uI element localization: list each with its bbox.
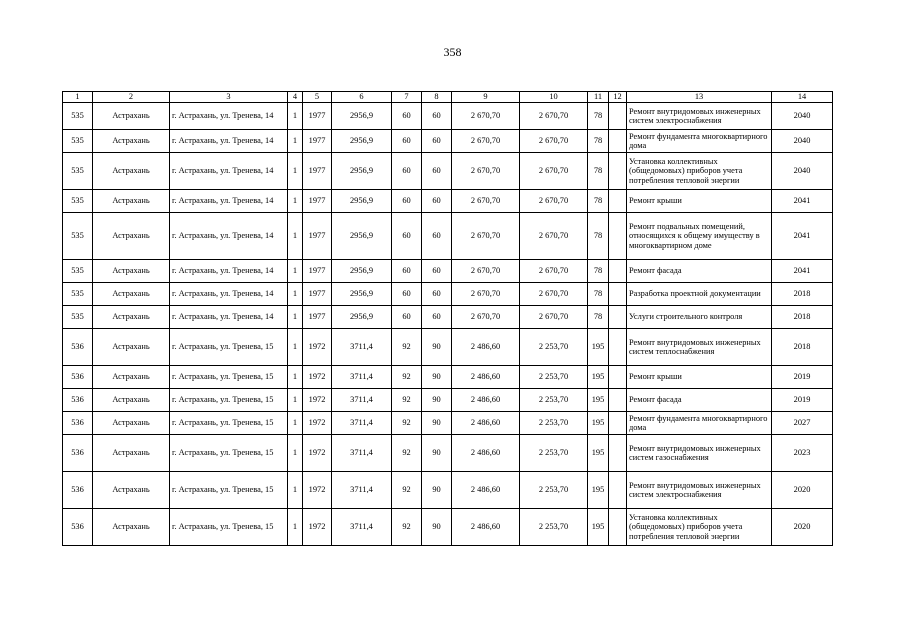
cell-work-type: Установка коллективных (общедомовых) приборов учета потребления тепловой энергии — [627, 153, 772, 190]
cell-total-cost: 2 670,70 — [452, 153, 520, 190]
cell-work-type: Ремонт фасада — [627, 260, 772, 283]
column-number-row — [63, 92, 833, 103]
cell-residents: 78 — [588, 103, 609, 130]
cell-residents: 195 — [588, 472, 609, 509]
cell-address: г. Астрахань, ул. Тренева, 14 — [170, 260, 288, 283]
page-number: 358 — [443, 45, 462, 59]
cell-residents: 195 — [588, 412, 609, 435]
cell-cost-per-unit: 2 253,70 — [520, 366, 588, 389]
cell-apartment-count: 60 — [392, 130, 422, 153]
cell-cost-per-unit: 2 670,70 — [520, 283, 588, 306]
cell-work-type: Ремонт фундамента многоквартирного дома — [627, 130, 772, 153]
cell-residential-count: 60 — [422, 306, 452, 329]
cell-cost-per-unit: 2 253,70 — [520, 389, 588, 412]
cell-total-cost: 2 670,70 — [452, 283, 520, 306]
cell-year-built: 1972 — [303, 412, 332, 435]
column-header-10: 10 — [520, 92, 588, 103]
cell-work-type: Ремонт фундамента многоквартирного дома — [627, 412, 772, 435]
cell-year-built: 1972 — [303, 472, 332, 509]
cell-city: Астрахань — [93, 329, 170, 366]
cell-residential-count: 90 — [422, 366, 452, 389]
cell-city: Астрахань — [93, 509, 170, 546]
cell-address: г. Астрахань, ул. Тренева, 14 — [170, 283, 288, 306]
cell-residential-count: 60 — [422, 260, 452, 283]
cell-apartment-count: 92 — [392, 366, 422, 389]
cell-year-built: 1972 — [303, 366, 332, 389]
cell-planned-year: 2040 — [772, 153, 833, 190]
cell-column-12 — [609, 306, 627, 329]
table-row — [63, 329, 833, 366]
cell-work-type: Ремонт внутридомовых инженерных систем теплоснабжения — [627, 329, 772, 366]
cell-entrance-count: 1 — [288, 130, 303, 153]
cell-planned-year: 2020 — [772, 472, 833, 509]
cell-residents: 195 — [588, 329, 609, 366]
column-header-4: 4 — [288, 92, 303, 103]
cell-entrance-count: 1 — [288, 190, 303, 213]
cell-total-area: 2956,9 — [332, 213, 392, 260]
cell-total-area: 3711,4 — [332, 412, 392, 435]
cell-total-cost: 2 486,60 — [452, 389, 520, 412]
cell-residential-count: 90 — [422, 389, 452, 412]
cell-apartment-count: 60 — [392, 260, 422, 283]
cell-cost-per-unit: 2 253,70 — [520, 435, 588, 472]
cell-record-number: 536 — [63, 509, 93, 546]
cell-planned-year: 2018 — [772, 329, 833, 366]
cell-residents: 78 — [588, 190, 609, 213]
column-header-1: 1 — [63, 92, 93, 103]
cell-apartment-count: 92 — [392, 329, 422, 366]
cell-entrance-count: 1 — [288, 329, 303, 366]
cell-address: г. Астрахань, ул. Тренева, 15 — [170, 472, 288, 509]
cell-entrance-count: 1 — [288, 366, 303, 389]
cell-work-type: Разработка проектной документации — [627, 283, 772, 306]
cell-apartment-count: 60 — [392, 283, 422, 306]
cell-residential-count: 90 — [422, 329, 452, 366]
table-row — [63, 412, 833, 435]
cell-planned-year: 2041 — [772, 213, 833, 260]
cell-cost-per-unit: 2 670,70 — [520, 306, 588, 329]
cell-cost-per-unit: 2 253,70 — [520, 412, 588, 435]
cell-record-number: 536 — [63, 389, 93, 412]
table-row — [63, 213, 833, 260]
cell-address: г. Астрахань, ул. Тренева, 15 — [170, 412, 288, 435]
cell-column-12 — [609, 213, 627, 260]
cell-residential-count: 60 — [422, 283, 452, 306]
cell-planned-year: 2040 — [772, 103, 833, 130]
cell-column-12 — [609, 412, 627, 435]
cell-cost-per-unit: 2 670,70 — [520, 190, 588, 213]
cell-year-built: 1972 — [303, 435, 332, 472]
cell-column-12 — [609, 366, 627, 389]
cell-column-12 — [609, 472, 627, 509]
cell-total-area: 2956,9 — [332, 103, 392, 130]
cell-address: г. Астрахань, ул. Тренева, 14 — [170, 130, 288, 153]
cell-year-built: 1972 — [303, 329, 332, 366]
cell-total-cost: 2 670,70 — [452, 260, 520, 283]
cell-planned-year: 2027 — [772, 412, 833, 435]
table-row — [63, 306, 833, 329]
cell-residential-count: 60 — [422, 103, 452, 130]
cell-address: г. Астрахань, ул. Тренева, 14 — [170, 306, 288, 329]
cell-residential-count: 90 — [422, 509, 452, 546]
cell-city: Астрахань — [93, 389, 170, 412]
cell-year-built: 1977 — [303, 190, 332, 213]
cell-cost-per-unit: 2 670,70 — [520, 103, 588, 130]
cell-city: Астрахань — [93, 306, 170, 329]
cell-apartment-count: 60 — [392, 306, 422, 329]
cell-address: г. Астрахань, ул. Тренева, 14 — [170, 153, 288, 190]
cell-planned-year: 2020 — [772, 509, 833, 546]
table-row — [63, 103, 833, 130]
cell-apartment-count: 92 — [392, 435, 422, 472]
cell-residents: 195 — [588, 435, 609, 472]
cell-address: г. Астрахань, ул. Тренева, 15 — [170, 389, 288, 412]
cell-address: г. Астрахань, ул. Тренева, 14 — [170, 190, 288, 213]
cell-residents: 195 — [588, 389, 609, 412]
cell-entrance-count: 1 — [288, 435, 303, 472]
table-row — [63, 435, 833, 472]
cell-column-12 — [609, 103, 627, 130]
cell-work-type: Ремонт крыши — [627, 366, 772, 389]
cell-apartment-count: 92 — [392, 412, 422, 435]
cell-record-number: 535 — [63, 260, 93, 283]
cell-entrance-count: 1 — [288, 260, 303, 283]
table-row — [63, 472, 833, 509]
table-row — [63, 130, 833, 153]
cell-record-number: 535 — [63, 283, 93, 306]
cell-column-12 — [609, 130, 627, 153]
cell-city: Астрахань — [93, 260, 170, 283]
cell-entrance-count: 1 — [288, 213, 303, 260]
cell-year-built: 1977 — [303, 213, 332, 260]
cell-entrance-count: 1 — [288, 472, 303, 509]
cell-planned-year: 2041 — [772, 260, 833, 283]
cell-residents: 78 — [588, 213, 609, 260]
column-header-7: 7 — [392, 92, 422, 103]
cell-planned-year: 2018 — [772, 283, 833, 306]
cell-total-area: 2956,9 — [332, 306, 392, 329]
table-row — [63, 389, 833, 412]
cell-residential-count: 90 — [422, 472, 452, 509]
cell-record-number: 535 — [63, 130, 93, 153]
cell-apartment-count: 92 — [392, 472, 422, 509]
cell-entrance-count: 1 — [288, 389, 303, 412]
cell-planned-year: 2019 — [772, 366, 833, 389]
cell-city: Астрахань — [93, 366, 170, 389]
table-row — [63, 509, 833, 546]
cell-cost-per-unit: 2 253,70 — [520, 472, 588, 509]
column-header-14: 14 — [772, 92, 833, 103]
cell-residential-count: 60 — [422, 190, 452, 213]
cell-city: Астрахань — [93, 130, 170, 153]
cell-work-type: Ремонт фасада — [627, 389, 772, 412]
cell-column-12 — [609, 435, 627, 472]
cell-total-area: 3711,4 — [332, 389, 392, 412]
cell-cost-per-unit: 2 253,70 — [520, 509, 588, 546]
cell-year-built: 1977 — [303, 130, 332, 153]
cell-planned-year: 2040 — [772, 130, 833, 153]
cell-total-area: 2956,9 — [332, 260, 392, 283]
cell-residents: 78 — [588, 283, 609, 306]
cell-year-built: 1977 — [303, 306, 332, 329]
cell-apartment-count: 60 — [392, 190, 422, 213]
cell-city: Астрахань — [93, 435, 170, 472]
cell-planned-year: 2023 — [772, 435, 833, 472]
cell-work-type: Ремонт внутридомовых инженерных систем электроснабжения — [627, 472, 772, 509]
cell-address: г. Астрахань, ул. Тренева, 15 — [170, 435, 288, 472]
cell-cost-per-unit: 2 670,70 — [520, 153, 588, 190]
cell-work-type: Ремонт крыши — [627, 190, 772, 213]
cell-work-type: Услуги строительного контроля — [627, 306, 772, 329]
cell-record-number: 535 — [63, 153, 93, 190]
cell-year-built: 1977 — [303, 103, 332, 130]
table-row — [63, 366, 833, 389]
column-header-13: 13 — [627, 92, 772, 103]
cell-total-area: 3711,4 — [332, 435, 392, 472]
cell-residents: 195 — [588, 366, 609, 389]
cell-total-area: 3711,4 — [332, 509, 392, 546]
cell-city: Астрахань — [93, 103, 170, 130]
cell-record-number: 536 — [63, 435, 93, 472]
cell-address: г. Астрахань, ул. Тренева, 15 — [170, 509, 288, 546]
cell-entrance-count: 1 — [288, 103, 303, 130]
cell-column-12 — [609, 329, 627, 366]
cell-work-type: Ремонт внутридомовых инженерных систем электроснабжения — [627, 103, 772, 130]
cell-record-number: 536 — [63, 366, 93, 389]
cell-address: г. Астрахань, ул. Тренева, 15 — [170, 366, 288, 389]
cell-cost-per-unit: 2 253,70 — [520, 329, 588, 366]
cell-total-cost: 2 670,70 — [452, 103, 520, 130]
cell-apartment-count: 60 — [392, 213, 422, 260]
cell-work-type: Установка коллективных (общедомовых) приборов учета потребления тепловой энергии — [627, 509, 772, 546]
cell-year-built: 1972 — [303, 509, 332, 546]
cell-record-number: 535 — [63, 213, 93, 260]
cell-column-12 — [609, 389, 627, 412]
cell-residents: 78 — [588, 260, 609, 283]
cell-year-built: 1972 — [303, 389, 332, 412]
cell-total-cost: 2 670,70 — [452, 190, 520, 213]
cell-total-cost: 2 486,60 — [452, 435, 520, 472]
cell-record-number: 536 — [63, 329, 93, 366]
cell-total-cost: 2 670,70 — [452, 213, 520, 260]
cell-record-number: 536 — [63, 412, 93, 435]
cell-city: Астрахань — [93, 472, 170, 509]
cell-residential-count: 90 — [422, 412, 452, 435]
cell-total-area: 2956,9 — [332, 190, 392, 213]
column-header-11: 11 — [588, 92, 609, 103]
cell-work-type: Ремонт подвальных помещений, относящихся к общему имуществу в многоквартирном доме — [627, 213, 772, 260]
column-header-12: 12 — [609, 92, 627, 103]
cell-planned-year: 2019 — [772, 389, 833, 412]
cell-apartment-count: 92 — [392, 389, 422, 412]
table-row — [63, 153, 833, 190]
cell-record-number: 535 — [63, 103, 93, 130]
cell-total-area: 2956,9 — [332, 283, 392, 306]
cell-cost-per-unit: 2 670,70 — [520, 130, 588, 153]
cell-column-12 — [609, 260, 627, 283]
cell-record-number: 535 — [63, 190, 93, 213]
cell-city: Астрахань — [93, 190, 170, 213]
column-header-8: 8 — [422, 92, 452, 103]
cell-residents: 78 — [588, 306, 609, 329]
column-header-5: 5 — [303, 92, 332, 103]
cell-total-area: 3711,4 — [332, 329, 392, 366]
table-row — [63, 190, 833, 213]
cell-planned-year: 2018 — [772, 306, 833, 329]
cell-total-cost: 2 486,60 — [452, 472, 520, 509]
table-row — [63, 260, 833, 283]
cell-total-area: 3711,4 — [332, 472, 392, 509]
cell-cost-per-unit: 2 670,70 — [520, 260, 588, 283]
cell-apartment-count: 92 — [392, 509, 422, 546]
cell-address: г. Астрахань, ул. Тренева, 14 — [170, 103, 288, 130]
work-schedule-table — [62, 91, 833, 546]
cell-address: г. Астрахань, ул. Тренева, 14 — [170, 213, 288, 260]
column-header-3: 3 — [170, 92, 288, 103]
cell-entrance-count: 1 — [288, 412, 303, 435]
column-header-2: 2 — [93, 92, 170, 103]
column-header-6: 6 — [332, 92, 392, 103]
cell-residential-count: 90 — [422, 435, 452, 472]
table-row — [63, 283, 833, 306]
cell-year-built: 1977 — [303, 260, 332, 283]
cell-residents: 78 — [588, 153, 609, 190]
cell-city: Астрахань — [93, 412, 170, 435]
cell-total-cost: 2 486,60 — [452, 329, 520, 366]
cell-entrance-count: 1 — [288, 306, 303, 329]
table-body — [63, 103, 833, 546]
cell-year-built: 1977 — [303, 283, 332, 306]
cell-city: Астрахань — [93, 283, 170, 306]
cell-total-cost: 2 670,70 — [452, 306, 520, 329]
cell-total-cost: 2 486,60 — [452, 509, 520, 546]
cell-total-cost: 2 486,60 — [452, 412, 520, 435]
cell-column-12 — [609, 509, 627, 546]
cell-column-12 — [609, 153, 627, 190]
cell-total-area: 2956,9 — [332, 130, 392, 153]
cell-record-number: 536 — [63, 472, 93, 509]
cell-total-area: 3711,4 — [332, 366, 392, 389]
cell-apartment-count: 60 — [392, 153, 422, 190]
cell-cost-per-unit: 2 670,70 — [520, 213, 588, 260]
cell-residents: 78 — [588, 130, 609, 153]
cell-address: г. Астрахань, ул. Тренева, 15 — [170, 329, 288, 366]
cell-work-type: Ремонт внутридомовых инженерных систем газоснабжения — [627, 435, 772, 472]
cell-residential-count: 60 — [422, 153, 452, 190]
column-header-9: 9 — [452, 92, 520, 103]
cell-year-built: 1977 — [303, 153, 332, 190]
cell-residential-count: 60 — [422, 213, 452, 260]
cell-apartment-count: 60 — [392, 103, 422, 130]
cell-entrance-count: 1 — [288, 509, 303, 546]
cell-planned-year: 2041 — [772, 190, 833, 213]
cell-total-area: 2956,9 — [332, 153, 392, 190]
cell-residential-count: 60 — [422, 130, 452, 153]
cell-entrance-count: 1 — [288, 153, 303, 190]
cell-total-cost: 2 670,70 — [452, 130, 520, 153]
cell-total-cost: 2 486,60 — [452, 366, 520, 389]
cell-column-12 — [609, 190, 627, 213]
cell-city: Астрахань — [93, 213, 170, 260]
cell-column-12 — [609, 283, 627, 306]
cell-record-number: 535 — [63, 306, 93, 329]
cell-entrance-count: 1 — [288, 283, 303, 306]
cell-residents: 195 — [588, 509, 609, 546]
cell-city: Астрахань — [93, 153, 170, 190]
